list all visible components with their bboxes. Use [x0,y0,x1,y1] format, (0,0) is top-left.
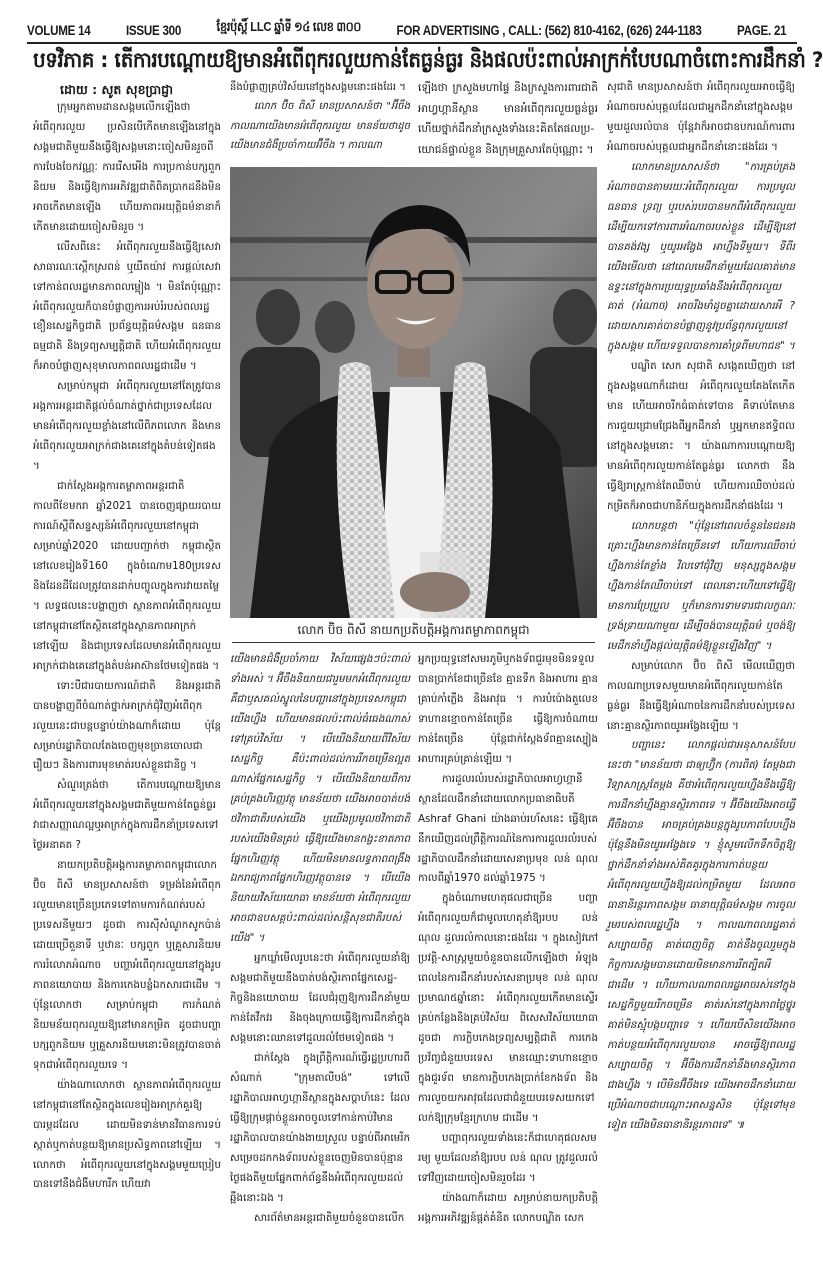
article-column-3-top [418,78,598,160]
article-byline: ដោយ : សូត សុខប្រាជ្ញា [60,82,174,97]
paragraph: បញ្ហាពុករលួយទាំងនេះក៏ជាហេតុផលសមរម្យ មួយដែលនាំឱ្យរបប លន់ ណុល ត្រូវដួលរលំទៅវិញដោយចៀសមិនរួចដែរ ។ [418,1131,598,1184]
paragraph: ជាក់ស្ដែង ក្នុងព្រឹត្តិការណ៍ធ្វើរដ្ឋប្រហារពីសំណាក់ "ក្រុមតាលីបង់" ទៅលើរដ្ឋាភិបាលអាហ្វហ្គានីស្ថានក្នុងសប្ដាហ៍នេះ ដែលធ្វើឱ្យក្រុមផ្ដាច់ខ្លួនអាចចូលទៅកាន់កាប់វិមានរដ្ឋាភិបាលបានយ៉ាងងាយស្រួល បន្ទាប់ពីអាមេរិកសម្រេចដកកងទ័ពរបស់ខ្លួនចេញមិនបានប៉ុន្មានថ្ងៃផងតីមួយផ្នែកពាក់ព័ន្ធនឹងអំពើពុករលួយដល់ឆ្អឹងនោះឯង ។ [230,1052,410,1204]
advertising-contact: FOR ADVERTISING , CALL: (562) 810-4162, (626) 244-1183 [396,23,702,38]
paragraph: នឹងបំផ្លាញគ្រប់វិស័យនៅក្នុងសង្គមនោះផងដែរ ។ [230,82,406,93]
paragraph: ក្នុងចំណោមហេតុផលជាច្រើន បញ្ហាអំពើពុករលួយក៏ជាមូលហេតុនាំឱ្យរបប លន់ ណុល ដួលរលំកាលនោះផងដែរ ។ ក្នុងសៀវភៅប្រវត្តិ-សាស្ត្រមួយចំនួនបានលើកឡើងថា អំឡុងពេលនៃការដឹកនាំរបស់សេនាប្រមុខ លន់ ណុល ប្រមាណ៥ឆ្នាំនោះ អំពើពុករលួយកើតមានស្ទើរគ្រប់កន្លែងនិងគ្រប់វិស័យ ពិសេសវិស័យយោធា ដូចជា ការក្លិបកេងទ្រព្យសម្បត្តិជាតិ ការកេងប្រវ័ញ្ចជំនួយបរទេស មានឈ្មោះទាហានខ្មោចក្នុងជួរទ័ព មានការក្លិបកេងប្រាក់ខែកងទ័ព និងការលួចយកអាវុធដែលជាជំនួយបរទេសយកទៅលក់ឱ្យក្រុមខ្មែរក្រហម ជាដើម ។ [418,892,598,1124]
paragraph: អ្នកប្រយុទ្ធនៅសមរភូមិឬកងទ័ពជួរមុខមិនទទួលបានប្រាក់ខែជាច្រើនខែ គ្មានទឹក និងអាហារ គ្មានគ្រាប់កាំភ្លើង និងអាវុធ ។ ការបំប៉ោងតួលេខទាហានខ្មោចកាន់តែច្រើន ធ្វើឱ្យការចំណាយកាន់តែច្រើន ប៉ុន្តែជាក់ស្ដែងទ័ពគ្មានស្បៀងអាហារគ្រប់គ្រាន់ឡើយ ។ [418,653,598,765]
article-headline: បទវិភាគ : តើការបណ្ដោយឱ្យមានអំពើពុករលួយកាន់តែធ្ងន់ធ្ងរ និងផលប៉ះពាល់អាក្រក់បែបណាចំពោះការដឹកនាំ ? [33,48,823,72]
article-column-1 [33,98,221,1195]
paragraph: យ៉ាងណាលោកថា ស្ថានភាពអំពើពុករលួយនៅកម្ពុជានៅតែស្ថិតក្នុងលេខរៀងអាក្រក់គួរឱ្យបារម្ភដដែល ដោយមិនទាន់មានវិធានការទប់ស្កាត់ឬកាត់បន្ថយឱ្យមានប្រសិទ្ធភាពនៅឡើយ ។ លោកថា អំពើពុករលួយនៅក្នុងសង្គមមួយប្រៀបបានទៅនឹងជំងឺមហារីក ហើយវា [33,1078,221,1191]
paragraph: សុជាតិ មានប្រសាសន៍ថា អំពើពុករលួយអាចធ្វើឱ្យអំណាចរបស់បុគ្គលដែលជាអ្នកដឹកនាំនៅក្នុងសង្គមមួយដួលរលំបាន ប៉ុន្តែវាក៏អាចជាឧបករណ៍ការពារអំណាចរបស់បុគ្គលជាអ្នកដឹកនាំនោះផងដែរ ។ [607,81,795,153]
publisher-label: ខ្មែរប៉ុស្ដិ៍ LLC ឆ្នាំទី ១៤ លេខ ៣០០ [216,19,362,34]
caption-divider [232,642,595,643]
portrait-image [230,167,597,618]
photo-caption: លោក ប៊ិច ពិសី នាយកប្រតិបត្តិអង្គការតម្លាភាពកម្ពុជា [297,623,530,637]
portrait-photo [230,167,597,618]
page-number: PAGE. 21 [737,23,787,38]
paragraph-quote: លោកមានប្រសាសន៍ថា "ការគ្រប់គ្រងអំណាចបានតាមរយៈអំពើពុករលួយ ការប្រមូលធនធាន ទ្រព្យ ឬរបស់របរបានមកពីអំពើពុករលួយ ដើម្បីយកទៅការពារអំណាចរបស់ខ្លួន ដើម្បីឱ្យនៅបានគង់វង្ស ឬយូរអង្វែង អាហ្នឹងទីមួយ។ ទីពីរ យើងមើលថា នៅពេលមេដឹកនាំមួយដែលគាត់មានឧទ្ទះនៅក្នុងការប្រយុទ្ធប្រឆាំងនឹងអំពើពុករលួយ គាត់ (អំណាច) អាចរឹងមាំដូចគ្នាដោយសារអី ? ដោយសារគាត់បានបំផ្លាញនូវប្រព័ន្ធពុករលួយនៅក្នុងសង្គម ហើយទទួលបានការគាំទ្រពីមហាជន" ។ [607,160,795,353]
paragraph: ឡើងថា ក្រសួងមហាផ្ទៃ និងក្រសួងការពារជាតិអាហ្វហ្គានីស្ថាន មានអំពើពុករលួយធ្ងន់ធ្ងរ ហើយថ្នាក់ដឹកនាំក្រសួងទាំងនេះគិតតែផលប្រ-យោជន៍ផ្ទាល់ខ្លួន និងក្រុមគ្រួសារតែប៉ុណ្ណោះ ។ [418,82,598,156]
paragraph: ការដួលរលំរបស់រដ្ឋាភិបាលអាហ្វហ្គានីស្ថានដែលដឹកនាំដោយលោកប្រធានាធិបតី Ashraf Ghani យ៉ាងឆាប់រហ័សនេះ ធ្វើឱ្យគេនឹកឃើញដល់ព្រឹត្តិការណ៍នៃការការដួលរលំរបស់រដ្ឋាភិបាលដឹកនាំដោយសេនាប្រមុខ លន់ ណុល កាលពីឆ្នាំ1970 ដល់ឆ្នាំ1975 ។ [418,772,598,885]
article-column-2-top [230,78,410,156]
paragraph: យ៉ាងណាក៏ដោយ សម្រាប់នាយកប្រតិបត្តិអង្គការអភិវឌ្ឍន៍ផ្ដត់គំនិត លោកបណ្ឌិត សេក [418,1191,598,1224]
paragraph: ជាក់ស្ដែងអង្គការតម្លាភាពអន្តរជាតិ កាលពីខែមករា ឆ្នាំ2021 បានចេញផ្សាយរបាយការណ៍ស្ដីពីសន្ទស្សន៍អំពើពុករលួយនៅកម្ពុជាសម្រាប់ឆ្នាំ2020 ដោយបញ្ជាក់ថា កម្ពុជាស្ថិតនៅលេខរៀងទី160 ក្នុងចំណោម180ប្រទេស និងដែនដីដែលត្រូវបានដាក់បញ្ចូលក្នុងការវាយតម្លៃ ។ លទ្ធផលនេះបង្ហាញថា ស្ថានភាពអំពើពុករលួយនៅកម្ពុជានៅតែស្ថិតនៅក្នុងស្ថានភាពអាក្រក់នៅឡើយ និងជាប្រទេសដែលមានអំពើពុករលួយអាក្រក់ជាងគេនៅក្នុងតំបន់អាស៊ានថែមទៀតផង ។ [33,480,221,672]
paragraph: សំណួរត្រង់ថា តើការបណ្ដោយឱ្យមានអំពើពុករលួយនៅក្នុងសង្គមជាតិមួយកាន់តែធ្ងន់ធ្ងរ វាជាសញ្ញាណល្អឬអាក្រក់ក្នុងការដឹកនាំប្រទេសទៅថ្ងៃអនាគត ? [33,779,221,852]
paragraph: អ្នកឃ្លាំមើលរូបនេះថា អំពើពុករលួយនាំឱ្យសង្គមជាតិមួយនឹងបាត់បង់ស្ថិរភាពផ្នែកសេដ្ឋ-កិច្ចនិងនយោបាយ ដែលជំរុញឱ្យការដឹកនាំមួយកាន់តែវឹកវរ និងចុងក្រោយធ្វើឱ្យការដឹកនាំក្នុងសង្គមនោះឈានទៅដួលរលំថែមទៀតផង ។ [230,952,410,1045]
paragraph: សម្រាប់លោក ប៊ិច ពិសី មើលឃើញថា កាលណាប្រទេសមួយមានអំពើពុករលួយកាន់តែធ្ងន់ធ្ងរ នឹងធ្វើឱ្យអំណាចនៃការដឹកនាំរបស់ប្រទេសនោះគ្មានស្ថិរភាពយូរអង្វែងឡើយ ។ [607,659,795,732]
paragraph: លើសពីនេះ អំពើពុករលួយនឹងធ្វើឱ្យសេវាសាធារណៈស្ដើកស្រពន់ ឬយឺតយ៉ាវ ការផ្ដល់សេវាទៅកាន់ពលរដ្ឋមានភាពលម្អៀង ។ មិនតែប៉ុណ្ណោះ អំពើពុករលួយក៏បានបំផ្លាញការអប់រំរបស់ពលរដ្ឋ ខឿនសេដ្ឋកិច្ចជាតិ ប្រព័ន្ធយុត្តិធម៌សង្គម ធនធានធម្មជាតិ និងទ្រព្យសម្បត្តិជាតិ ហើយអំពើពុករលួយក៏អាចបំផ្លាញសុខុមាលភាពពលរដ្ឋជាដើម ។ [33,240,221,373]
paragraph-quote: លោក ប៊ិច ពិសី មានប្រសាសន៍ថា "អ៊ីចឹងកាលណាយើងមានអំពើពុករលួយ មានន័យថាដូចយើងមានជំងឺប្រចាំកាយអ៊ីចឹង ។ កាលណា [230,101,410,152]
volume-label: VOLUME 14 [27,23,91,38]
paragraph: ក្រុមអ្នកតាមដានសង្គមលើកឡើងថា អំពើពុករលួយ ប្រសិនបើកើតមានឡើងនៅក្នុងសង្គមជាតិមួយនឹងធ្វើឱ្យសង្គមនោះចៀសមិនរួចពីការបែងចែកវណ្ណៈ ការរើសអើង ការប្រកាន់បក្សពួកនិយម និងធ្វើឱ្យការអភិវឌ្ឍជាតិពិតប្រាកដនឹងមិនអាចកើតមានឡើង ហើយភាពអយុត្តិធម៌នានាក៏កើតមានដោយចៀសមិនរួច ។ [33,101,221,233]
paragraph: ទោះបីជារបាយការណ៍ជាតិ និងអន្តរជាតិបានបង្ហាញពីចំណាត់ថ្នាក់អាក្រក់ជុំវិញអំពើពុករលួយនេះជាបន្តបន្ទាប់យ៉ាងណាក៏ដោយ ប៉ុន្តែសម្រាប់រដ្ឋាភិបាលតែងចេញមុខច្រានចោលជារឿយៗ និងការពារមុខមាត់របស់ខ្លួនជានិច្ច ។ [33,679,221,772]
paragraph-quote: បញ្ហានេះ លោកផ្ដល់ជាអនុសាសន៍បែបនេះថា "មានន័យថា ជាឲ្យហ្វ៊ិក (ការពិត) តែម្ដងជាវិទ្យាសាស្ត្រតែម្ដង គឺថាអំពើពុករលួយហ្នឹងនឹងធ្វើឱ្យការដឹកនាំហ្នឹងគ្មានស្ថិរភាពទេ ។ អ៊ីចឹងយើងអាចធ្វើអ៊ីចឹងបាន អាចគ្រប់គ្រងបន្តក្នុងរូបភាពបែបហ្នឹង ប៉ុន្តែនឹងមិនយូរអង្វែងទេ ។ ខ្ញុំសូមលើកទឹកចិត្តឱ្យថ្នាក់ដឹកនាំទាំងអស់គិតគូរក្នុងការកាត់បន្ថយអំពើពុករលួយហ្នឹងឱ្យដល់កម្រិតមួយ ដែលអាចធានានិរន្តរភាពសង្គម ធានាយុត្តិធម៌សង្គម ការចូលរួមរបស់ពលរដ្ឋហ្នឹង ។ កាលណាពលរដ្ឋគាត់សប្បាយចិត្ត គាត់ពេញចិត្ត គាត់នឹងចូលរួមក្នុងកិច្ចការសង្គមបានដោយមិនមានការរីតត្បិតអីជាដើម ។ ហើយកាលណាពលរដ្ឋអាចរស់នៅក្នុងសេដ្ឋកិច្ចមួយរីកចម្រើន គាត់រស់នៅក្នុងភាពថ្លៃថ្នូរ គាត់មិនស្មុំបង្កបញ្ហាទេ ។ ហើយបើសិនយើងអាចកាត់បន្ថយអំពើពុករលួយបាន អាចធ្វើឱ្យពលរដ្ឋសប្បាយចិត្ត ។ អ៊ីចឹងការដឹកនាំនឹងមានស្ថិរភាពជាងហ្នឹង ។ បើមិនអ៊ីចឹងទេ យើងអាចដឹកនាំដោយប្រើអំណាចជាបណ្ដោះអាសន្នសិន ប៉ុន្តែទៅមុខទៀត យើងមិនធានានិរន្តរភាពទេ" ៕ [607,739,795,1131]
article-column-3-bottom [418,650,598,1229]
paragraph-quote: យើងមានជំងឺប្រចាំកាយ វិស័យផ្សេងៗប៉ះពាល់ទាំងអស់ ។ អ៊ីចឹងនិយាយជារួមមកអំពើពុករលួយ គឺជាឫសគល់ស្នូលនៃបញ្ហានៅក្នុងប្រទេសកម្ពុជាយើងហ្នឹង ហើយមានផលប៉ះពាល់ធំធេងណាស់ទៅគ្រប់វិស័យ ។ បើយើងនិយាយពីវិស័យសេដ្ឋកិច្ច គឺប៉ះពាល់ដល់ការរីកចម្រើនល្អតណាស់ផ្នែកសេដ្ឋកិច្ច ។ បើយើងនិយាយពីការគ្រប់គ្រងហិរញ្ញវត្ថុ មានន័យថា យើងអាចបាត់បង់ថវិកាជាតិរបស់យើង ឬយើងប្រមូលថវិកាជាតិរបស់យើងមិនគ្រប់ ធ្វើឱ្យយើងមានកង្វះខាតភាពផ្នែកហិរញ្ញវត្ថុ ហើយមិនមានលទ្ធភាពពង្រឹងឯករាជ្យភាពផ្នែកហិរញ្ញវត្ថុបានទេ ។ បើយើងនិយាយវិស័យយោធា មានន័យថា អំពើពុករលួយអាចជាឧបសគ្គប៉ះពាល់ដល់សន្តិសុខជាតិរបស់យើង" ។ [230,653,411,945]
article-column-2-bottom [230,650,410,1229]
header-divider [27,42,797,44]
paragraph-quote: លោកបន្តថា "ប៉ុន្តែនៅពេលចំនួននៃជនរងគ្រោះហ្នឹងមានកាន់តែច្រើនទៅ ហើយការឈឺចាប់ហ្នឹងកាន់តែខ្លាំង វិលទៅជុំវិញ មនុស្សក្នុងសង្គមហ្នឹងកាន់តែឈឺចាប់ទៅ ពេលនោះហើយទៅធ្វើឱ្យមានការប្រែប្រួល ឬក៏មានការទាមទារជាលក្ខណៈទ្រង់ទ្រាយណាមួយ ដើម្បីចង់បានយុត្តិធម៌ ឬចង់ឱ្យមេដឹកនាំហ្នឹងផ្ដល់យុត្តិធម៌ឱ្យខ្លួនឡើងវិញ" ។ [607,519,795,652]
paragraph: នាយកប្រតិបត្តិអង្គការតម្លាភាពកម្ពុជាលោក ប៊ិច ពិសី មានប្រសាសន៍ថា ទម្រង់នៃអំពើពុករលួយមានច្រើនប្រភេទទៅតាមការកំណត់របស់ប្រទេសនីមួយៗ ដូចជា ការស៊ីសំណូកសូកប៉ាន់ ដោយប្រើតួនាទី ឬឋានៈ បក្សពួក ឬគ្រួសារនិយម ការរំលោភអំណាច បញ្ហាអំពើពុករលួយនៅក្នុងរូបភាពនយោបាយ និងការកេងបន្លំឯកសារជាដើម ។ ប៉ុន្តែលោកថា សម្រាប់កម្ពុជា ការកំណត់និយមន័យពុករលួយឱ្យនៅមានកម្រិត ដូចជាបញ្ហាបក្សពួកនិយម ឬគ្រួសារនិយមនោះមិនត្រូវបានចាត់ទុកជាអំពើពុករលួយទេ ។ [33,859,221,1071]
issue-label: ISSUE 300 [125,23,182,38]
paragraph: សារព័ត៌មានអន្តរជាតិមួយចំនួនបានលើក [254,1211,405,1224]
masthead-bar [27,16,797,38]
paragraph: សម្រាប់កម្ពុជា អំពើពុករលួយនៅតែត្រូវបានអង្គការអន្តរជាតិផ្ដល់ចំណាត់ថ្នាក់ជាប្រទេសដែលមានអំពើពុករលួយខ្លាំងនៅលើពិភពលោក និងមានអំពើពុករលួយអាក្រក់ជាងគេនៅក្នុងតំបន់ទៀតផង ។ [33,380,221,473]
paragraph: បណ្ឌិត សេក សុជាតិ សង្កេតឃើញថា នៅក្នុងសង្គមណាក៏ដោយ អំពើពុករលួយតែងតែកើតមាន ហើយអាចរីកធំធាត់ទៅបាន គឺទាល់តែមានការជួយជ្រោមជ្រែងពីអ្នកដឹកនាំ ឬអ្នកមានឥទ្ធិពលនៅក្នុងសង្គមនោះ ។ យ៉ាងណាការបណ្ដោយឱ្យមានអំពើពុករលួយកាន់តែធ្ងន់ធ្ងរ លោកថា នឹងធ្វើឱ្យរាស្ត្រកាន់តែឈឺចាប់ ហើយការឈឺចាប់ដល់កម្រិតក៏អាចជាហានិភ័យក្នុងការដឹកនាំផងដែរ ។ [607,360,795,513]
article-column-4 [607,78,795,1136]
